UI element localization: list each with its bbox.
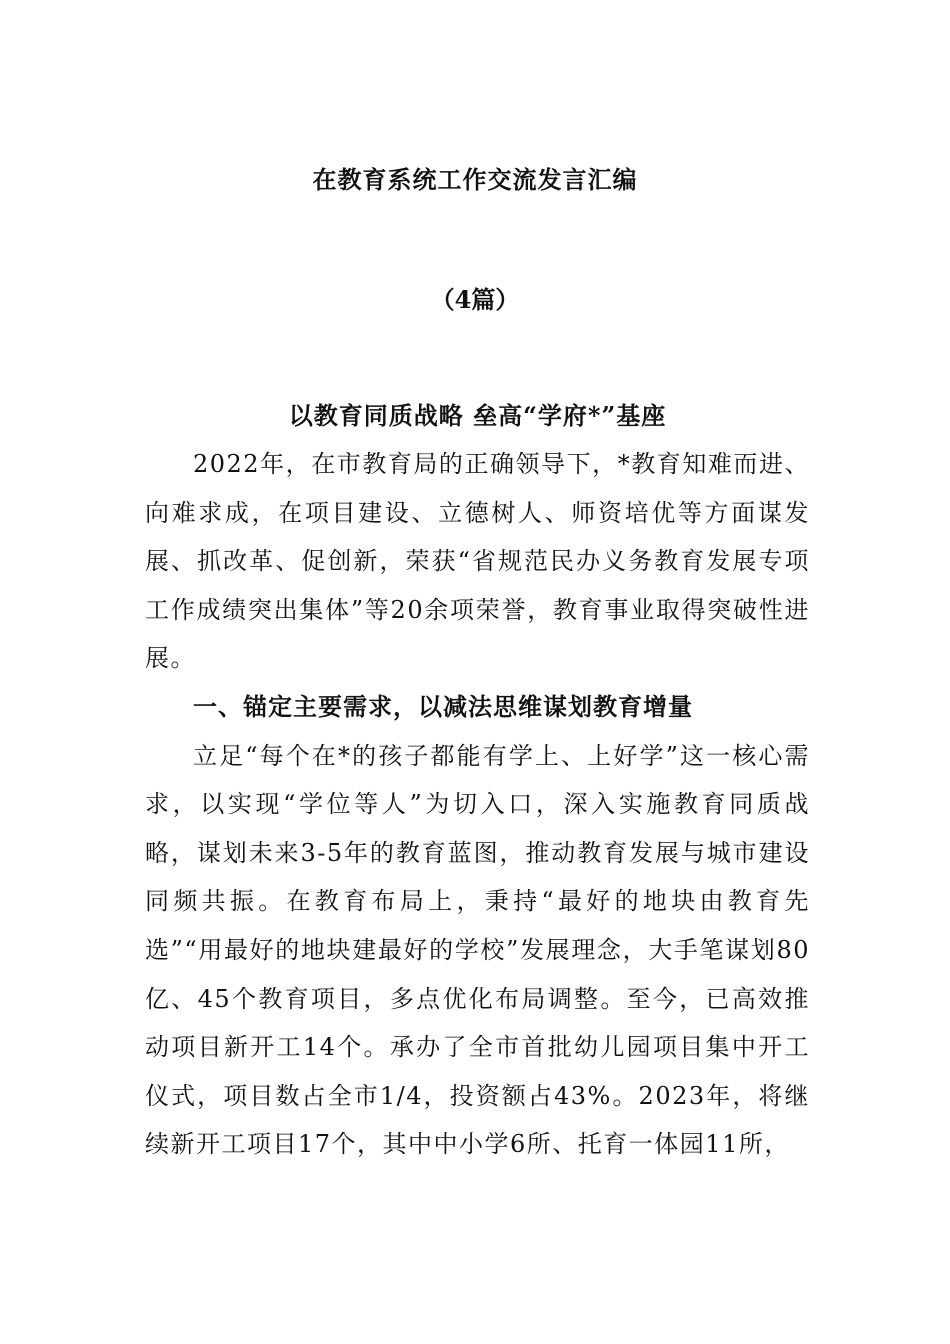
intro-paragraph: 2022年，在市教育局的正确领导下，*教育知难而进、向难求成，在项目建设、立德树人、师资培优等方面谋发展、抓改革、促创新，荣获“省规范民办义务教育发展专项工作成绩突出集体”等20余项荣誉，教育事业取得突破性进展。 (145, 450, 810, 673)
section-paragraph: 立足“每个在*的孩子都能有学上、上好学”这一核心需求，以实现“学位等人”为切入口，深入实施教育同质战略，谋划未来3-5年的教育蓝图，推动教育发展与城市建设同频共振。在教育布局上，秉持“最好的地块由教育先选”“用最好的地块建最好的学校”发展理念，大手笔谋划80亿、45个教育项目，多点优化布局调整。至今，已高效推动项目新开工14个。承办了全市首批幼儿园项目集中开工仪式，项目数占全市1/4，投资额占43%。2023年，将继续新开工项目17个，其中中小学6所、托育一体园11所， (145, 741, 810, 1159)
article-body (145, 392, 810, 1169)
document-title: 在教育系统工作交流发言汇编 (312, 165, 638, 194)
section-heading: 一、锚定主要需求，以减法思维谋划教育增量 (193, 691, 693, 721)
article-title: 以教育同质战略 垒高“学府*”基座 (288, 401, 667, 430)
document-count: （4篇） (430, 285, 520, 314)
